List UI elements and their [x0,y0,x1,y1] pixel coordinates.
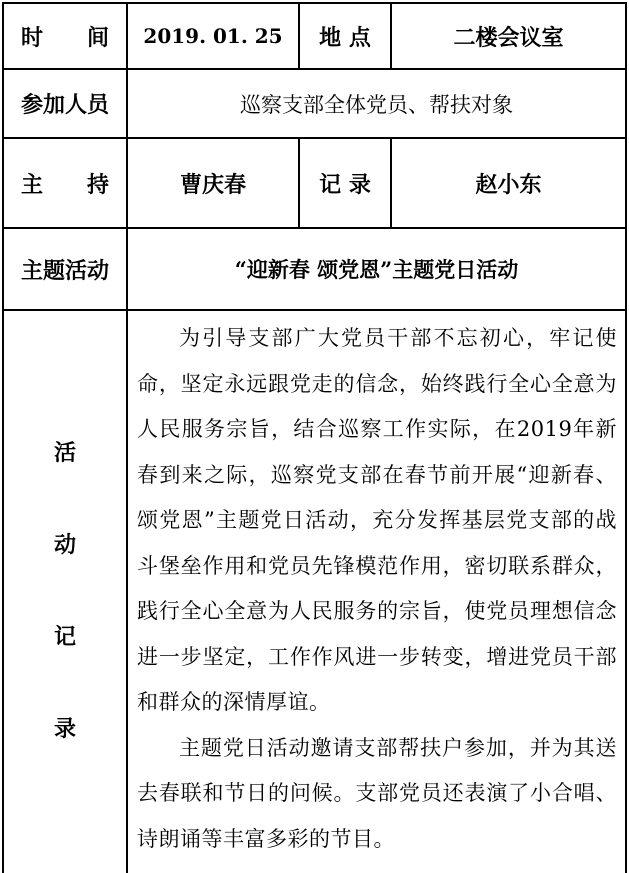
table-border-right [625,2,627,873]
record-label-char: 动 [53,532,76,558]
place-label: 地 点 [319,24,371,51]
participants-value: 巡察支部全体党员、帮扶对象 [240,92,513,117]
host-value: 曹庆春 [179,171,246,198]
place-value: 二楼会议室 [453,24,564,51]
theme-label: 主题活动 [20,257,109,284]
record-label [4,311,126,873]
time-label: 时 间 [20,24,109,51]
activity-record-body [137,316,617,862]
recorder-value: 赵小东 [475,171,542,198]
time-value: 2019. 01. 25 [143,24,283,48]
recorder-label: 记 录 [319,171,371,198]
record-label-char: 录 [53,716,76,742]
host-label: 主 持 [20,171,109,198]
record-label-vertical [54,407,76,775]
theme-value: “迎新春 颂党恩”主题党日活动 [234,257,519,282]
record-paragraph: 为引导支部广大党员干部不忘初心，牢记使命，坚定永远跟党走的信念，始终践行全心全意为人民服务宗旨，结合巡察工作实际，在2019年新春到来之际，巡察党支部在春节前开展“迎新春、颂党恩”主题党日活动，充分发挥基层党支部的战斗堡垒作用和党员先锋模范作用，密切联系群众，践行全心全意为人民服务的宗旨，使党员理想信念进一步坚定，工作作风进一步转变，增进党员干部和群众的深情厚谊。 [137,326,617,714]
record-label-char: 活 [53,440,76,466]
participants-label: 参加人员 [20,92,109,118]
record-paragraph: 主题党日活动邀请支部帮扶户参加，并为其送去春联和节日的问候。支部党员还表演了小合唱、诗朗诵等丰富多彩的节目。 [137,735,617,851]
record-label-char: 记 [53,624,76,650]
